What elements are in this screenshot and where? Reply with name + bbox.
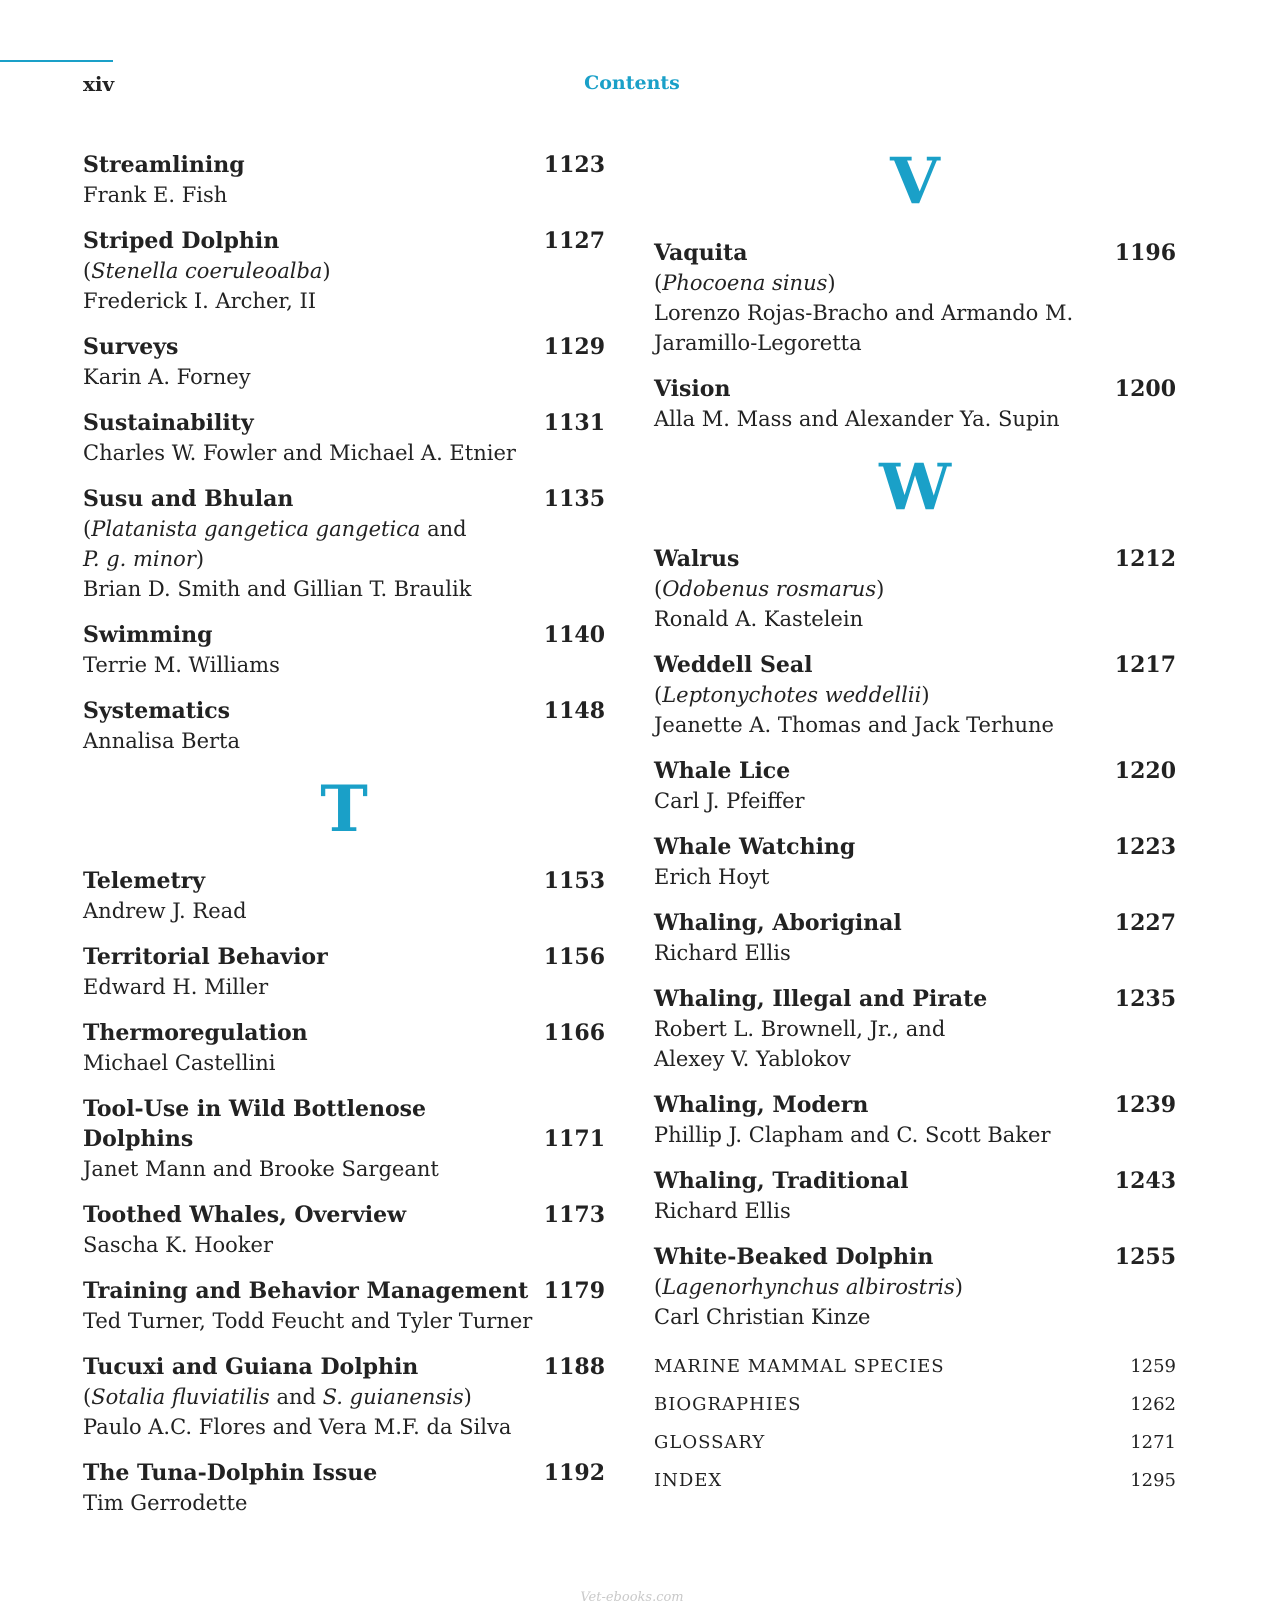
entry-title: Thermoregulation	[83, 1020, 308, 1046]
toc-entry-training[interactable]	[83, 1276, 605, 1336]
entry-page: 1196	[1114, 240, 1176, 266]
toc-entry-susu-and-bhulan[interactable]	[83, 484, 605, 604]
entry-page: 1220	[1114, 758, 1176, 784]
toc-entry-whaling-traditional[interactable]	[654, 1166, 1176, 1226]
watermark: Vet-ebooks.com	[580, 1590, 684, 1605]
entry-author: Richard Ellis	[654, 941, 791, 965]
entry-title: Systematics	[83, 698, 231, 724]
entry-page: 1179	[543, 1278, 605, 1304]
entry-author: Annalisa Berta	[83, 729, 240, 753]
entry-author-cont: Alexey V. Yablokov	[654, 1047, 851, 1071]
left-column	[83, 150, 605, 1534]
entry-author: Alla M. Mass and Alexander Ya. Supin	[654, 407, 1060, 431]
entry-title: Whale Lice	[654, 758, 791, 784]
entry-page: 1227	[1114, 910, 1176, 936]
back-matter-page: 1262	[1130, 1394, 1176, 1415]
back-matter-marine-mammal-species[interactable]	[654, 1348, 1176, 1386]
entry-title: Surveys	[83, 334, 179, 360]
entry-page: 1135	[543, 486, 605, 512]
entry-title: Vision	[654, 376, 731, 402]
toc-entry-whaling-aboriginal[interactable]	[654, 908, 1176, 968]
entry-scientific-name: (Odobenus rosmarus)	[654, 577, 885, 601]
entry-page: 1192	[543, 1460, 605, 1486]
section-letter-t: T	[320, 772, 368, 847]
toc-entry-weddell-seal[interactable]	[654, 650, 1176, 740]
entry-author: Tim Gerrodette	[83, 1491, 248, 1515]
toc-entry-thermoregulation[interactable]	[83, 1018, 605, 1078]
toc-entry-whale-watching[interactable]	[654, 832, 1176, 892]
running-head: Contents	[584, 72, 680, 94]
toc-entry-whaling-illegal[interactable]	[654, 984, 1176, 1074]
entry-title: Sustainability	[83, 410, 254, 436]
back-matter-glossary[interactable]	[654, 1424, 1176, 1462]
entry-author: Erich Hoyt	[654, 865, 770, 889]
entry-author: Karin A. Forney	[83, 365, 251, 389]
entry-scientific-name: (Platanista gangetica gangetica and	[83, 517, 467, 541]
entry-title: White-Beaked Dolphin	[654, 1244, 934, 1270]
page-folio: xiv	[83, 72, 115, 96]
top-rule	[0, 60, 113, 62]
back-matter-list	[654, 1348, 1176, 1500]
entry-title: Weddell Seal	[654, 652, 813, 678]
back-matter-page: 1259	[1130, 1356, 1176, 1377]
entry-page: 1173	[543, 1202, 605, 1228]
toc-entry-toothed-whales[interactable]	[83, 1200, 605, 1260]
entry-scientific-name-cont: P. g. minor)	[83, 547, 205, 571]
entry-page: 1255	[1114, 1244, 1176, 1270]
entry-title: Swimming	[83, 622, 213, 648]
entry-page: 1156	[543, 944, 605, 970]
entry-title: Vaquita	[654, 240, 748, 266]
entry-page: 1243	[1114, 1168, 1176, 1194]
entry-scientific-name: (Sotalia fluviatilis and S. guianensis)	[83, 1385, 472, 1409]
entry-title: Whaling, Aboriginal	[654, 910, 902, 936]
entry-page: 1148	[543, 698, 605, 724]
entry-scientific-name: (Lagenorhynchus albirostris)	[654, 1275, 963, 1299]
toc-entry-striped-dolphin[interactable]	[83, 226, 605, 316]
entry-scientific-name: (Phocoena sinus)	[654, 271, 836, 295]
entry-author: Richard Ellis	[654, 1199, 791, 1223]
entry-page: 1200	[1114, 376, 1176, 402]
entry-author: Michael Castellini	[83, 1051, 276, 1075]
entry-title: Territorial Behavior	[83, 944, 328, 970]
toc-entry-vaquita[interactable]	[654, 238, 1176, 358]
right-column	[654, 144, 1176, 1500]
entry-page: 1171	[543, 1126, 605, 1152]
toc-entry-whale-lice[interactable]	[654, 756, 1176, 816]
entry-title: Tool-Use in Wild Bottlenose	[83, 1096, 426, 1122]
section-letter-v: V	[890, 144, 940, 219]
entry-page: 1239	[1114, 1092, 1176, 1118]
entry-scientific-name: (Stenella coeruleoalba)	[83, 259, 331, 283]
toc-entry-vision[interactable]	[654, 374, 1176, 434]
entry-author: Sascha K. Hooker	[83, 1233, 273, 1257]
entry-author: Brian D. Smith and Gillian T. Braulik	[83, 577, 472, 601]
entry-scientific-name: (Leptonychotes weddellii)	[654, 683, 930, 707]
section-letter-w: W	[879, 450, 951, 525]
back-matter-biographies[interactable]	[654, 1386, 1176, 1424]
toc-entry-tool-use[interactable]	[83, 1094, 605, 1184]
entry-page: 1217	[1114, 652, 1176, 678]
entry-author: Andrew J. Read	[83, 899, 247, 923]
entry-author: Carl Christian Kinze	[654, 1305, 871, 1329]
entry-author: Lorenzo Rojas-Bracho and Armando M.	[654, 301, 1074, 325]
back-matter-page: 1295	[1130, 1470, 1176, 1491]
entry-title: Whale Watching	[654, 834, 856, 860]
back-matter-label: GLOSSARY	[654, 1432, 766, 1453]
entry-author: Robert L. Brownell, Jr., and	[654, 1017, 946, 1041]
entry-title: Walrus	[654, 546, 740, 572]
entry-author: Frederick I. Archer, II	[83, 289, 317, 313]
entry-author: Edward H. Miller	[83, 975, 269, 999]
entry-author: Jeanette A. Thomas and Jack Terhune	[654, 713, 1054, 737]
back-matter-index[interactable]	[654, 1462, 1176, 1500]
entry-page: 1223	[1114, 834, 1176, 860]
entry-page: 1166	[543, 1020, 605, 1046]
entry-author: Paulo A.C. Flores and Vera M.F. da Silva	[83, 1415, 512, 1439]
entry-page: 1212	[1114, 546, 1176, 572]
entry-author: Carl J. Pfeiffer	[654, 789, 805, 813]
toc-entry-white-beaked-dolphin[interactable]	[654, 1242, 1176, 1332]
entry-title: Whaling, Traditional	[654, 1168, 909, 1194]
entry-page: 1129	[543, 334, 605, 360]
entry-author: Ted Turner, Todd Feucht and Tyler Turner	[83, 1309, 533, 1333]
toc-entry-walrus[interactable]	[654, 544, 1176, 634]
entry-author: Phillip J. Clapham and C. Scott Baker	[654, 1123, 1051, 1147]
toc-entry-swimming[interactable]	[83, 620, 605, 680]
toc-entry-territorial-behavior[interactable]	[83, 942, 605, 1002]
entry-title: Susu and Bhulan	[83, 486, 294, 512]
entry-title: Whaling, Illegal and Pirate	[654, 986, 988, 1012]
entry-page: 1123	[543, 152, 605, 178]
toc-entry-systematics[interactable]	[83, 696, 605, 756]
toc-entry-streamlining[interactable]	[83, 150, 605, 210]
entry-page: 1127	[543, 228, 605, 254]
entry-author: Frank E. Fish	[83, 183, 228, 207]
entry-page: 1140	[543, 622, 605, 648]
entry-author-cont: Jaramillo-Legoretta	[654, 331, 862, 355]
toc-entry-surveys[interactable]	[83, 332, 605, 392]
toc-entry-whaling-modern[interactable]	[654, 1090, 1176, 1150]
entry-author: Janet Mann and Brooke Sargeant	[83, 1157, 439, 1181]
entry-title: Streamlining	[83, 152, 245, 178]
toc-entry-tuna-dolphin[interactable]	[83, 1458, 605, 1518]
entry-title: Telemetry	[83, 868, 206, 894]
entry-title: Whaling, Modern	[654, 1092, 869, 1118]
toc-entry-tucuxi[interactable]	[83, 1352, 605, 1442]
toc-entry-sustainability[interactable]	[83, 408, 605, 468]
back-matter-label: BIOGRAPHIES	[654, 1394, 802, 1415]
entry-author: Terrie M. Williams	[83, 653, 280, 677]
entry-title: Training and Behavior Management	[83, 1278, 529, 1304]
entry-title: The Tuna-Dolphin Issue	[83, 1460, 378, 1486]
entry-author: Charles W. Fowler and Michael A. Etnier	[83, 441, 516, 465]
entry-title-cont: Dolphins	[83, 1126, 194, 1152]
entry-title: Tucuxi and Guiana Dolphin	[83, 1354, 419, 1380]
back-matter-label: MARINE MAMMAL SPECIES	[654, 1356, 945, 1377]
entry-page: 1153	[543, 868, 605, 894]
back-matter-label: INDEX	[654, 1470, 723, 1491]
entry-title: Striped Dolphin	[83, 228, 280, 254]
entry-title: Toothed Whales, Overview	[83, 1202, 407, 1228]
entry-page: 1188	[543, 1354, 605, 1380]
entry-page: 1131	[543, 410, 605, 436]
entry-author: Ronald A. Kastelein	[654, 607, 864, 631]
entry-page: 1235	[1114, 986, 1176, 1012]
back-matter-page: 1271	[1130, 1432, 1176, 1453]
toc-entry-telemetry[interactable]	[83, 866, 605, 926]
